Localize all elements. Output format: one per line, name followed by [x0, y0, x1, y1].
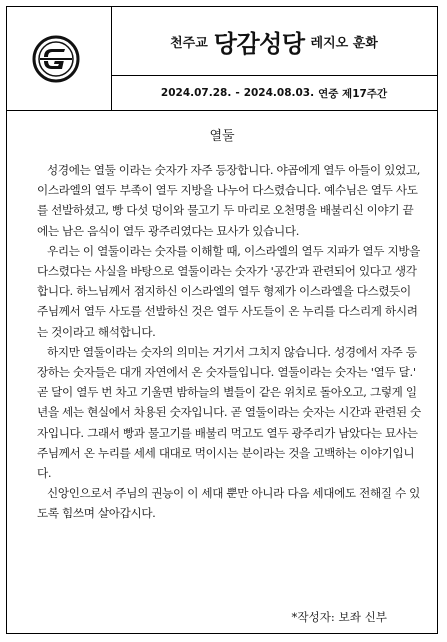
date-separator: - [235, 87, 240, 99]
article-title: 열둘 [209, 129, 235, 144]
title-row [111, 7, 437, 76]
date-row [111, 76, 437, 110]
bulletin-frame [6, 6, 438, 634]
header [7, 7, 437, 111]
church-label: 천주교 [170, 35, 208, 51]
paragraph-4: 신앙인으로서 주님의 권능이 이 세대 뿐만 아니라 다음 세대에도 전해질 수 있도록 힘쓰며 살아갑시다. [37, 486, 421, 521]
date-end: 2024.08.03. [243, 87, 315, 99]
subtitle: 레지오 훈화 [310, 35, 378, 51]
liturgical-week: 연중 제17주간 [318, 87, 388, 100]
author-byline: *작성자: 보좌 신부 [291, 610, 387, 624]
church-logo-icon [32, 35, 80, 83]
article-body [37, 160, 423, 524]
date-start: 2024.07.28. [160, 87, 232, 99]
parish-title: 당감성당 [213, 29, 305, 58]
paragraph-2: 우리는 이 열둘이라는 숫자를 이해할 때, 이스라엘의 열두 지파가 열두 지방을 다스렸다는 사실을 바탕으로 열둘이라는 숫자가 '공간'과 관련되어 있다고 생각합니다. 하느님께서 점지하신 이스라엘의 열두 형제가 이스라엘을 다스렸듯이 주님께서 열두 사도를 선발하신 것은 열두 사도들이 온 누리를 다스리게 하시려는 것이라고 해석합니다. [37, 243, 421, 339]
logo-cell [7, 7, 112, 110]
paragraph-1: 성경에는 열둘 이라는 숫자가 자주 등장합니다. 야곱에게 열두 아들이 있었고, 이스라엘의 열두 부족이 열두 지방을 나누어 다스렸습니다. 예수님은 열두 사도를 선발하셨고, 빵 다섯 덩이와 물고기 두 마리로 오천명을 배불리신 이야기 끝에는 남은 음식이 열두 광주리였다는 묘사가 있습니다. [37, 163, 421, 238]
paragraph-3: 하지만 열둘이라는 숫자의 의미는 거기서 그치지 않습니다. 성경에서 자주 등장하는 숫자들은 대개 자연에서 온 숫자들입니다. 열둘이라는 숫자는 '열두 달.' 곧 달이 열두 번 차고 기울면 밤하늘의 별들이 같은 위치로 돌아오고, 그렇게 일 년을 세는 현실에서 차용된 숫자입니다. 곧 열둘이라는 숫자는 시간과 관련된 숫자입니다. 그래서 빵과 물고기를 배불리 먹고도 열두 광주리가 남았다는 묘사는 주님께서 온 누리를 세세 대대로 먹이시는 분이라는 것을 고백하는 이야기입니다. [37, 344, 421, 481]
